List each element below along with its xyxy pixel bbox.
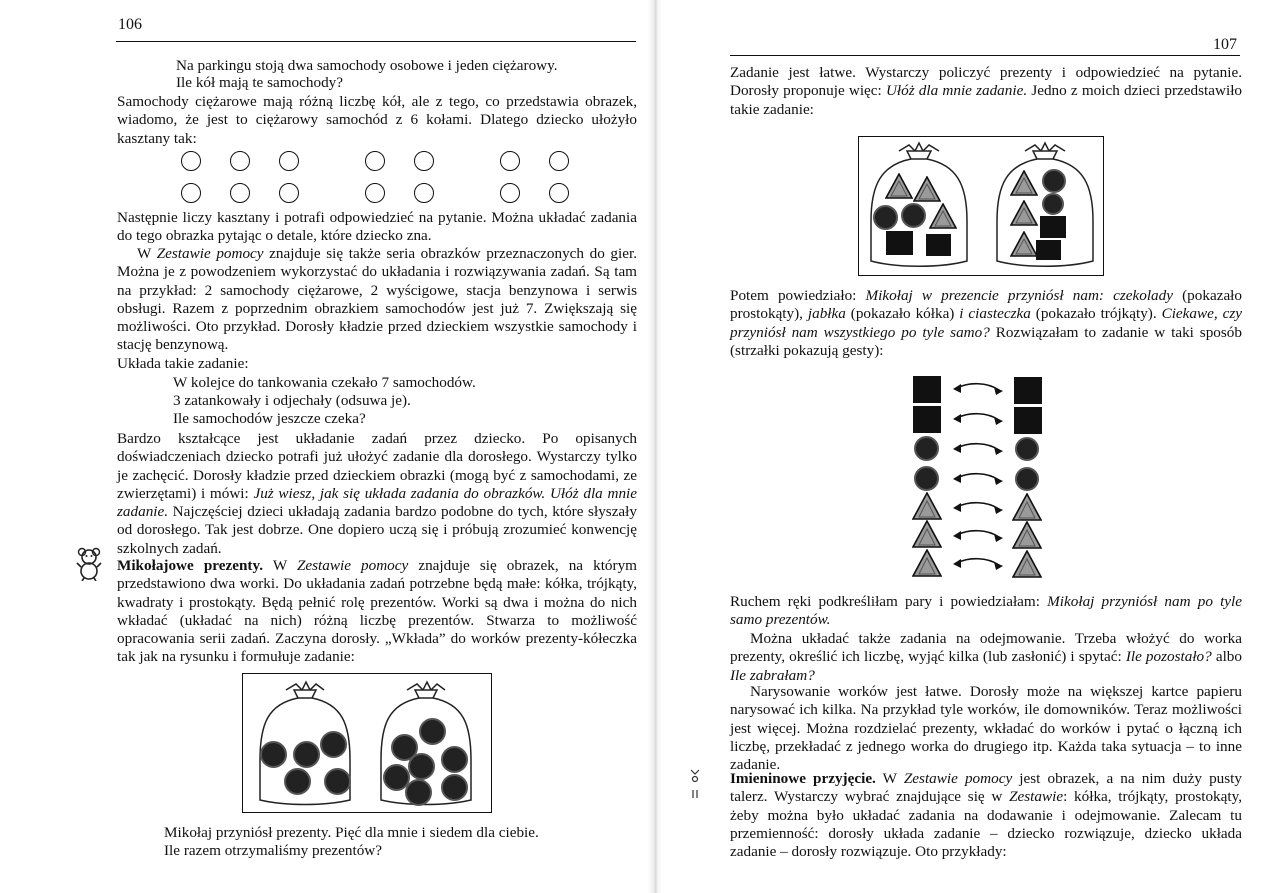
margin-marker-icon: [688, 768, 702, 800]
paragraph-task-intro: Układa takie zadanie:: [117, 355, 249, 372]
pair-triangle-right: [1012, 521, 1042, 549]
caption-line-2: Ile razem otrzymaliśmy prezentów?: [164, 842, 383, 859]
pair-circle-left: [914, 466, 939, 491]
pair-rectangle-right: [1014, 407, 1042, 434]
chestnut: [365, 151, 385, 171]
intro-line-2: Ile kół mają te samochody?: [176, 74, 344, 91]
chestnut: [365, 183, 385, 203]
header-rule: [116, 41, 636, 42]
gift-circle: [408, 753, 435, 780]
page-number: 107: [1213, 36, 1237, 53]
chestnut: [181, 183, 201, 203]
chestnut: [279, 151, 299, 171]
chestnut: [230, 151, 250, 171]
chestnut: [414, 183, 434, 203]
paragraph-game-pictures: W Zestawie pomocy znajduje się także seria obrazków przeznaczonych do gier. Można je z powodzeniem wykorzystać do układania i rozwiązywania zadań. Są tam na przykład: 2 samochody ciężarowe, 2 wyścigowe, stacja benzynowa i serwis obsługi. Razem z poprzednim obrazkiem samochodów jest już 7. Zwiększają się możliwości. Oto przykład. Dorosły kładzie przed dzieckiem wszystkie samochody i stację benzynową.: [117, 245, 638, 354]
gift-circle: [405, 779, 432, 806]
paragraph-santa-gifts: Mikołajowe prezenty. W Zestawie pomocy znajduje się obrazek, na którym przedstawiono dwa worki. Do układania zadań potrzebne będą małe: kółka, trójkąty, kwadraty i prostokąty. Będą pełnić rolę prezentów. Worki są dwa i można do nich wkładać (układać na nich) różną liczbę prezentów. Stwarza to możliwość opracowania serii zadań. Zaczyna dorosły. „Wkłada” do worków prezenty-kółeczka tak jak na rysunku i formułuje zadanie:: [117, 557, 637, 666]
task-line-2: 3 zatankowały i odjechały (odsuwa je).: [173, 392, 411, 409]
paragraph-counting: Następnie liczy kasztany i potrafi odpowiedzieć na pytanie. Można układać zadania do tego obrazka pytając o detale, które dziecko zna.: [117, 209, 637, 245]
gift-circle: [320, 731, 347, 758]
chestnut: [500, 151, 520, 171]
pair-triangle-left: [912, 520, 942, 548]
pair-rectangle-right: [1014, 377, 1042, 404]
gift-circle: [260, 741, 287, 768]
double-arrow-icon: [951, 441, 1005, 457]
right-page: [658, 0, 1263, 893]
pair-circle-right: [1015, 467, 1039, 491]
pair-triangle-right: [1012, 493, 1042, 521]
chestnut: [549, 183, 569, 203]
paragraph-hand-gesture: Ruchem ręki podkreśliłam pary i powiedziałam: Mikołaj przyniósł nam po tyle samo prezentów.: [730, 593, 1242, 629]
pair-circle-right: [1015, 437, 1039, 461]
paragraph-subtraction: Można układać także zadania na odejmowanie. Trzeba włożyć do worka prezenty, określić ich liczbę, wyjąć kilka (lub zasłonić) i spytać: Ile pozostało? albo Ile zabrałam?: [730, 630, 1242, 684]
gift-triangle: [1010, 170, 1038, 196]
gift-circle: [419, 718, 446, 745]
chestnut: [181, 151, 201, 171]
teddy-bear-icon: [76, 547, 102, 581]
pair-rectangle-left: [913, 376, 941, 403]
task-line-3: Ile samochodów jeszcze czeka?: [173, 410, 366, 427]
double-arrow-icon: [951, 500, 1005, 516]
paragraph-then-said: Potem powiedziało: Mikołaj w prezencie przyniósł nam: czekolady (pokazało prostokąty), jabłka (pokazało kółka) i ciasteczka (pokazało trójkąty). Ciekawe, czy przyniósł nam wszystkiego po tyle samo? Rozwiązałam to zadanie w taki sposób (strzałki pokazują gesty):: [730, 287, 1242, 359]
double-arrow-icon: [951, 411, 1005, 427]
pair-rectangle-left: [913, 406, 941, 433]
gift-circle: [293, 741, 320, 768]
double-arrow-icon: [951, 556, 1005, 572]
task-line-1: W kolejce do tankowania czekało 7 samochodów.: [173, 374, 476, 391]
intro-line-1: Na parkingu stoją dwa samochody osobowe i jeden ciężarowy.: [176, 57, 558, 74]
gift-circle: [901, 203, 926, 228]
paragraph-drawing-sacks: Narysowanie worków jest łatwe. Dorosły może na większej kartce papieru narysować ich kilka. Na przykład tyle worków, ile domowników. Teraz możliwości jest więcej. Można rozdzielać prezenty, wkładać do worków i pytać o łączną ich liczbę, przekładać z jednego worka do drugiego itp. Każda taka sytuacja – to inne zadanie.: [730, 683, 1242, 774]
gift-triangle: [1010, 231, 1038, 257]
paragraph-name-day-party: Imieninowe przyjęcie. W Zestawie pomocy jest obrazek, a na nim duży pusty talerz. Wystarczy wybrać znajdujące się w Zestawie: kółka, trójkąty, prostokąty, żeby można było układać zadania na dodawanie i odejmowanie. Zalecam tu przemienność: dorosły układa zadanie – dziecko rozwiązuje, dziecko układa zadanie – dorosły rozwiązuje. Oto przykłady:: [730, 770, 1242, 861]
double-arrow-icon: [951, 471, 1005, 487]
gift-rectangle: [1040, 216, 1066, 238]
pair-circle-left: [914, 436, 939, 461]
gift-triangle: [913, 176, 941, 202]
gift-triangle: [885, 173, 913, 199]
gift-rectangle: [926, 234, 951, 256]
gift-circle: [1042, 169, 1066, 193]
gift-triangle: [1010, 200, 1038, 226]
header-rule: [730, 55, 1240, 56]
gift-circle: [284, 768, 311, 795]
chestnut: [414, 151, 434, 171]
gift-circle: [441, 774, 468, 801]
gift-circle: [441, 746, 468, 773]
gift-circle: [873, 205, 898, 230]
gift-triangle: [929, 203, 957, 229]
sacks-figure-mixed: [858, 136, 1104, 276]
paragraph-child-tasks: Bardzo kształcące jest układanie zadań przez dziecko. Po opisanych doświadczeniach dziecko potrafi już ułożyć zadanie dla dorosłego. Wystarczy tylko je zachęcić. Dorosły kładzie przed dzieckiem obrazki (mogą być z samochodami, ze zwierzętami) i mówi: Już wiesz, jak się układa zadania do obrazków. Ułóż dla mnie zadanie. Najczęściej dzieci układają zadania bardzo podobne do tych, które słyszały od dorosłego. Tak jest dobrze. One dopiero uczą się i próbują zrozumieć konwencję szkolnych zadań.: [117, 430, 637, 557]
caption-line-1: Mikołaj przyniósł prezenty. Pięć dla mnie i siedem dla ciebie.: [164, 824, 539, 841]
chestnut: [279, 183, 299, 203]
gift-rectangle: [1036, 240, 1061, 260]
chestnut: [500, 183, 520, 203]
gift-rectangle: [886, 231, 913, 255]
double-arrow-icon: [951, 381, 1005, 397]
chestnut: [230, 183, 250, 203]
double-arrow-icon: [951, 528, 1005, 544]
paragraph-easy-task: Zadanie jest łatwe. Wystarczy policzyć prezenty i odpowiedzieć na pytanie. Dorosły proponuje więc: Ułóż dla mnie zadanie. Jedno z moich dzieci przedstawiło takie zadanie:: [730, 64, 1243, 118]
sacks-figure-circles: [242, 673, 492, 813]
chestnut: [549, 151, 569, 171]
page-number: 106: [118, 16, 142, 33]
paragraph-trucks: Samochody ciężarowe mają różną liczbę kół, ale z tego, co przedstawia obrazek, wiadomo, że jest to ciężarowy samochód z 6 kołami. Dlatego dziecko ułożyło kasztany tak:: [117, 93, 637, 147]
pair-triangle-left: [912, 492, 942, 520]
pair-triangle-left: [912, 549, 942, 577]
pair-triangle-right: [1012, 550, 1042, 578]
gift-circle: [324, 768, 351, 795]
gift-circle: [1042, 193, 1064, 215]
